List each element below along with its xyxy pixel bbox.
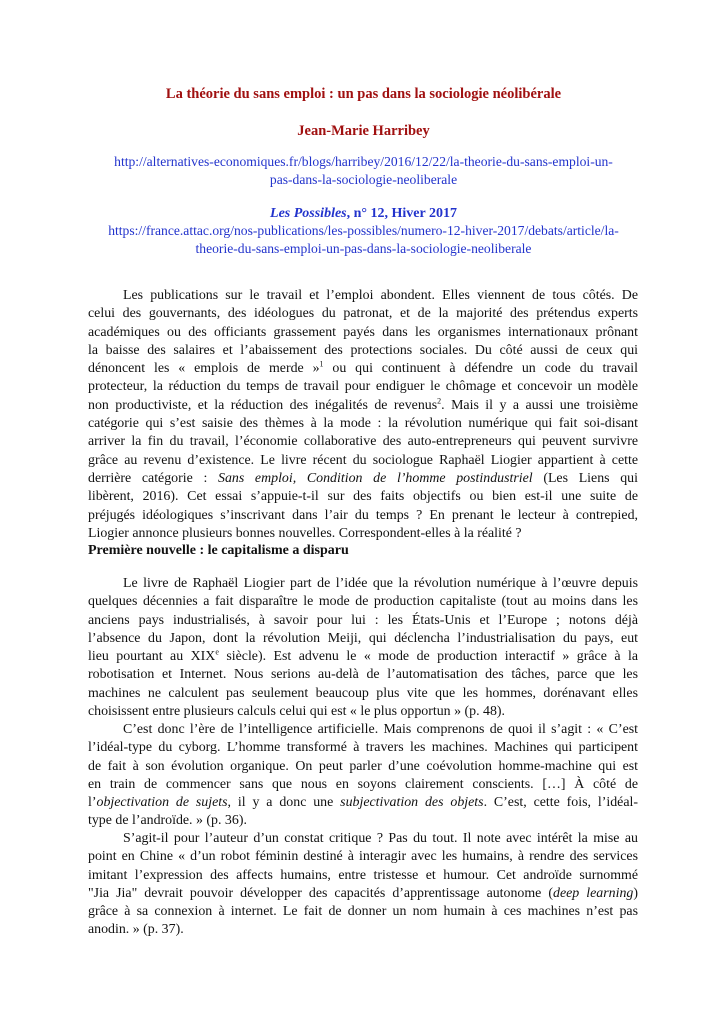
- text-line: [88, 885, 638, 903]
- text-line: protecteur, la réduction du temps de travail pour endiguer le chômage et concevoir un modèle: [88, 379, 638, 395]
- text-run: "Jia Jia" devrait pouvoir développer des capacités d’apprentissage autonome (: [88, 885, 554, 901]
- document-title: La théorie du sans emploi : un pas dans la sociologie néolibérale: [165, 86, 562, 102]
- text-line: académiques ou des officiants grassement payés dans les organismes internationaux prônant: [88, 324, 638, 340]
- text-line: choisissent entre plusieurs calculs celui qui est « le plus opportun » (p. 48).: [88, 704, 506, 720]
- section-paragraph-2: [88, 721, 638, 831]
- text-line: arriver la fin du travail, l’économie collaborative des auto-entrepreneurs qui peuvent survivre: [88, 434, 638, 450]
- publication-reference: [80, 205, 647, 222]
- italic-term: subjectivation des objets: [340, 795, 484, 811]
- source-link-1[interactable]: [80, 153, 647, 189]
- text-line: l’idéal-type du cyborg. L’homme transformé à travers les machines. Machines qui participent: [88, 740, 638, 756]
- footnote-ref-1[interactable]: 1: [319, 359, 324, 369]
- text-line: imitant l’expression des affects humains, entre tristesse et humour. Cet androïde surnommé: [88, 867, 638, 883]
- text-line: machines ne calculent pas seulement beaucoup plus vite que les hommes, dorénavant elles: [88, 685, 638, 701]
- source-link-2-line-1[interactable]: https://france.attac.org/nos-publications/les-possibles/numero-12-hiver-2017/debats/article/la-: [108, 223, 619, 238]
- italic-term: deep learning: [553, 885, 634, 901]
- text-run: dénoncent les « emplois de merde »: [88, 361, 320, 377]
- text-run: . C’est, cette fois, l’idéal-: [483, 795, 638, 811]
- text-run: . Mais il y a aussi une troisième: [441, 397, 638, 413]
- text-line: [88, 794, 638, 812]
- text-line: [88, 470, 638, 488]
- text-run: siècle). Est advenu le « mode de production interactif » grâce à la: [218, 649, 638, 665]
- text-line: anciens pays industrialisés, à savoir pour lui : les États-Unis et l’Europe ; notons déjà: [88, 612, 638, 628]
- text-run: (Les Liens qui: [532, 470, 638, 486]
- italic-term: objectivation de sujets: [96, 795, 228, 811]
- section-heading: Première nouvelle : le capitalisme a disparu: [88, 543, 349, 558]
- text-run: , il y a donc une: [227, 795, 341, 811]
- source-link-1-line-2[interactable]: pas-dans-la-sociologie-neoliberale: [269, 172, 458, 187]
- author-name: Jean-Marie Harribey: [297, 123, 430, 139]
- text-line: grâce à sa connexion à internet. Le fait de donner un nom humain à ces machines n’est pas: [88, 904, 638, 920]
- book-title: Sans emploi, Condition de l’homme postindustriel: [218, 470, 533, 486]
- text-line: anodin. » (p. 37).: [88, 922, 184, 938]
- text-line: [88, 397, 638, 415]
- text-line: Les publications sur le travail et l’emploi abondent. Elles viennent de tous côtés. De: [123, 288, 638, 303]
- text-line: Liogier annonce plusieurs bonnes nouvelles. Correspondent-elles à la réalité ?: [88, 525, 522, 541]
- text-run: ou qui continuent à défendre un code du travail: [323, 361, 638, 377]
- publication-issue: , n° 12, Hiver 2017: [346, 206, 457, 221]
- footnote-ref-2[interactable]: 2: [437, 396, 442, 406]
- source-link-1-line-1[interactable]: http://alternatives-economiques.fr/blogs/harribey/2016/12/22/la-theorie-du-sans-emploi-un-: [114, 154, 613, 169]
- source-link-2-line-2[interactable]: theorie-du-sans-emploi-un-pas-dans-la-sociologie-neoliberale: [195, 241, 532, 256]
- text-line: [88, 360, 638, 378]
- text-line: [88, 648, 638, 666]
- text-line: catégorie qui s’est saisie des thèmes à la mode : la révolution numérique qui fait soi-disant: [88, 416, 638, 432]
- text-run: l’: [88, 795, 97, 811]
- intro-paragraph: [88, 287, 638, 543]
- text-line: l’absence du Japon, dont la révolution Meiji, qui déclencha l’industrialisation du pays, eut: [88, 630, 638, 646]
- text-run: ): [633, 885, 638, 901]
- section-paragraph-3: [88, 830, 638, 940]
- superscript: e: [215, 647, 219, 657]
- text-line: type de l’androïde. » (p. 36).: [88, 813, 247, 829]
- text-run: derrière catégorie :: [88, 470, 218, 486]
- text-line: robotisation et Internet. Nous serions au-delà de l’automatisation des tâches, parce que les: [88, 667, 638, 683]
- text-run: non productiviste, et la réduction des inégalités de revenus: [88, 397, 438, 413]
- text-line: de fait à son évolution organique. On peut parler d’une coévolution homme-machine qui est: [88, 758, 638, 774]
- text-run: lieu pourtant au XIX: [88, 649, 216, 665]
- source-link-2[interactable]: [80, 222, 647, 258]
- text-line: celui des gouvernants, des idéologues du patronat, et de la majorité des prétendus experts: [88, 306, 638, 322]
- text-line: point en Chine « d’un robot féminin destiné à interagir avec les humains, à rendre des services: [88, 849, 638, 865]
- section-paragraph-1: [88, 575, 638, 721]
- text-line: quelques décennies a fait disparaître le mode de production capitaliste (tout au moins dans les: [88, 594, 638, 610]
- text-line: en train de commencer sans que nous en soyons clairement conscients. […] À côté de: [88, 776, 638, 792]
- text-line: préjugés idéologiques s’inscrivant dans l’air du temps ? En prenant le lecteur à contrepied,: [88, 507, 638, 523]
- text-line: S’agit-il pour l’auteur d’un constat critique ? Pas du tout. Il note avec intérêt la mise au: [123, 831, 638, 846]
- text-line: Le livre de Raphaël Liogier part de l’idée que la révolution numérique à l’œuvre depuis: [123, 576, 638, 591]
- text-line: la baisse des salaires et l’abaissement des protections sociales. Du côté aussi de ceux qui: [88, 342, 638, 358]
- text-line: libèrent, 2016). Cet essai s’appuie-t-il sur des faits objectifs ou bien est-il une suite de: [88, 489, 638, 505]
- text-line: grâce au revenu d’existence. Le livre récent du sociologue Raphaël Liogier appartient à cette: [88, 452, 638, 468]
- text-line: C’est donc l’ère de l’intelligence artificielle. Mais comprenons de quoi il s’agit : « C’est: [123, 722, 638, 737]
- publication-name: Les Possibles: [270, 206, 347, 221]
